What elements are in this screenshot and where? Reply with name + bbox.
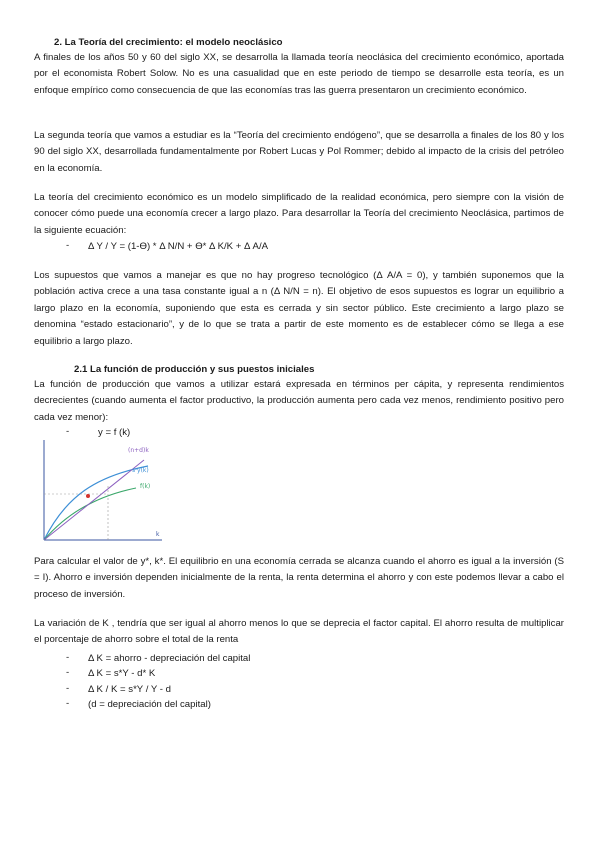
list-bullet: - bbox=[66, 698, 70, 709]
list-bullet: - bbox=[66, 652, 70, 663]
label-k-axis: k bbox=[156, 531, 160, 538]
paragraph-equilibrium: Para calcular el valor de y*, k*. El equilibrio en una economía cerrada se alcanza cuando el ahorro es igual a la inversión (S = I). Ahorro e inversión dependen inicialmente de la renta, la renta determina el ahorro y con este podemos llevar a cabo el proceso de inversión. bbox=[34, 556, 564, 600]
solow-diagram bbox=[36, 436, 166, 544]
equilibrium-mark bbox=[86, 494, 90, 498]
paragraph-assumptions: Los supuestos que vamos a manejar es que no hay progreso tecnológico (Δ A/A = 0), y también suponemos que la población activa crece a una tasa constante igual a n (Δ N/N = n). El objetivo de esos supuestos es lograr un equilibrio a largo plazo en la economía, suponiendo que esta es cerrada y sin sector público. Este crecimiento a largo plazo se denomina “estado estacionario”, y de lo que se trata a partir de este momento es de establecer cómo se llega a ese equilibrio a largo plazo. bbox=[34, 270, 564, 347]
production-curve bbox=[44, 466, 151, 540]
savings-curve bbox=[44, 488, 136, 540]
list-bullet: - bbox=[66, 426, 70, 437]
section-heading-2: 2. La Teoría del crecimiento: el modelo neoclásico bbox=[54, 37, 283, 48]
paragraph-growth-model: La teoría del crecimiento económico es un modelo simplificado de la realidad económica, pero siempre con la visión de conocer cómo puede una economía crecer a largo plazo. Para desarrollar la Teoría del crecimiento Neoclásica, partimos de la siguiente ecuación: bbox=[34, 192, 564, 236]
list-item: Δ K = s*Y - d* K bbox=[88, 668, 156, 679]
paragraph-endogenous-growth: La segunda teoría que vamos a estudiar es la “Teoría del crecimiento endógeno”, que se desarrolla a finales de los 80 y los 90 del siglo XX, desarrollada fundamentalmente por Robert Lucas y Pol Rommer; debido al impacto de la crisis del petróleo en la economía. bbox=[34, 130, 564, 174]
depreciation-line bbox=[44, 460, 144, 540]
production-equation: y = f (k) bbox=[98, 427, 131, 438]
paragraph-production-function: La función de producción que vamos a utilizar estará expresada en términos per cápita, y representa rendimientos decrecientes (cuando aumenta el factor productivo, la producción aumenta pero cada vez menos, rendimiento positivo pero cada vez menor): bbox=[34, 379, 564, 423]
list-bullet: - bbox=[66, 240, 70, 251]
label-nd-k: (n+d)k bbox=[128, 447, 149, 454]
list-item: (d = depreciación del capital) bbox=[88, 699, 211, 710]
paragraph-solow: A finales de los años 50 y 60 del siglo XX, se desarrolla la llamada teoría neoclásica del crecimiento económico, aportada por el economista Robert Solow. No es una casualidad que en este periodo de tiempo se desarrolle esta teoría, es un enfoque empírico como consecuencia de que las economías tras las guerra presentaron un crecimiento económico. bbox=[34, 52, 564, 96]
label-fk: f(k) bbox=[140, 483, 151, 490]
list-item: Δ K / K = s*Y / Y - d bbox=[88, 684, 171, 695]
list-bullet: - bbox=[66, 683, 70, 694]
list-bullet: - bbox=[66, 667, 70, 678]
list-item: Δ K = ahorro - depreciación del capital bbox=[88, 653, 251, 664]
label-sy-k: s·y(k) bbox=[132, 467, 149, 474]
section-heading-2-1: 2.1 La función de producción y sus puestos iniciales bbox=[74, 364, 315, 375]
growth-equation: Δ Y / Y = (1-Ө) * Δ N/N + Ө* Δ K/K + Δ A/A bbox=[88, 241, 269, 252]
paragraph-capital-variation: La variación de K , tendría que ser igual al ahorro menos lo que se deprecia el factor capital. El ahorro resulta de multiplicar el porcentaje de ahorro sobre el total de la renta bbox=[34, 618, 564, 646]
